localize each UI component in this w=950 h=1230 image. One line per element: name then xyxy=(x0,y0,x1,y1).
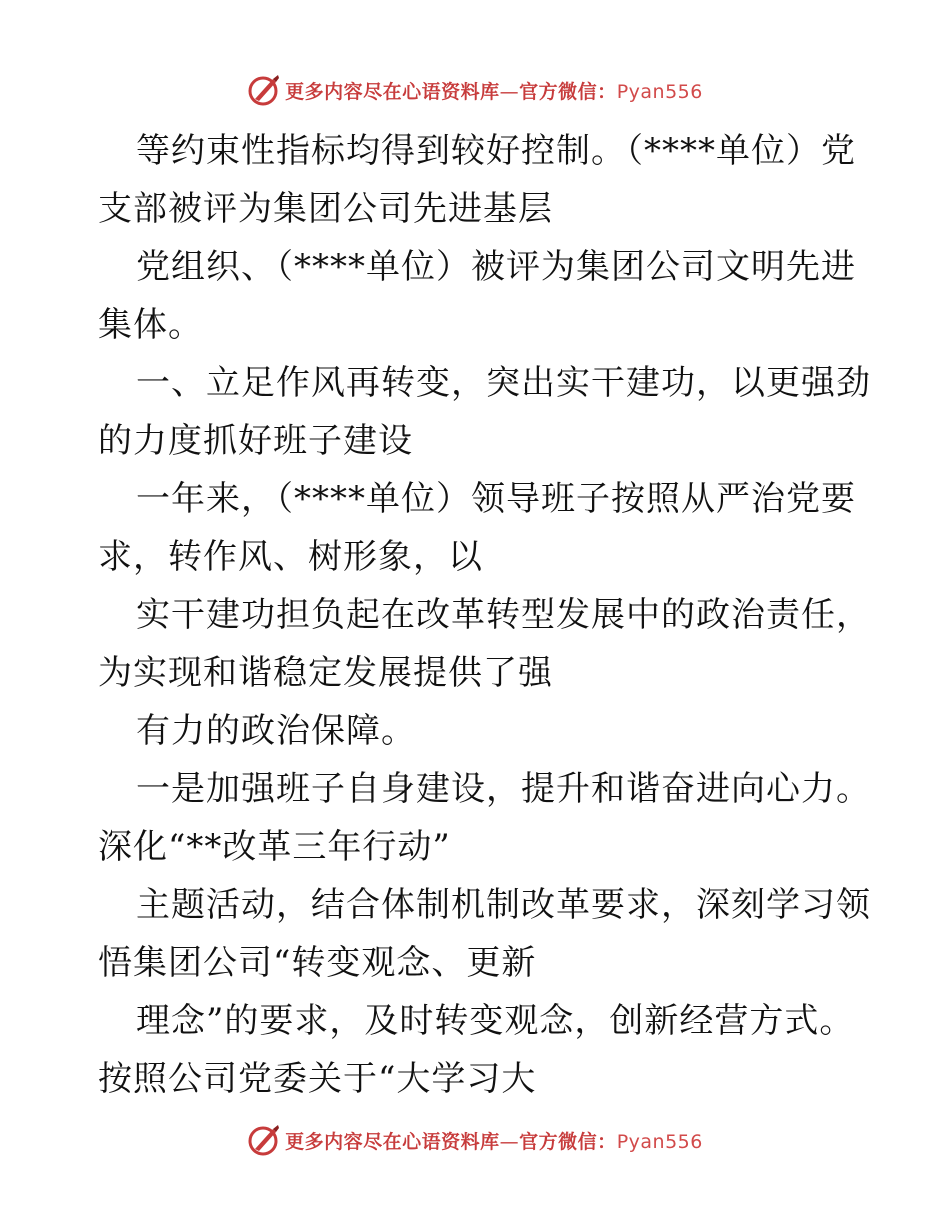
text-line: 支部被评为集团公司先进基层 xyxy=(98,189,553,229)
quill-logo-icon xyxy=(247,1123,281,1157)
text-line: 等约束性指标均得到较好控制。（****单位）党 xyxy=(136,131,856,171)
text-line: 的力度抓好班子建设 xyxy=(98,421,413,461)
document-body xyxy=(98,122,871,1108)
banner-handle: Pyan556 xyxy=(616,1130,703,1153)
banner-text xyxy=(285,1127,703,1154)
text-line: 一年来，（****单位）领导班子按照从严治党要 xyxy=(136,479,856,519)
text-line: 主题活动，结合体制机制改革要求，深刻学习领 xyxy=(136,885,871,925)
header-banner xyxy=(0,70,950,110)
banner-separator: — xyxy=(499,80,520,103)
banner-handle: Pyan556 xyxy=(616,80,703,103)
text-line: 党组织、（****单位）被评为集团公司文明先进 xyxy=(136,247,856,287)
text-line: 集体。 xyxy=(98,305,203,345)
text-line: 一、立足作风再转变，突出实干建功，以更强劲 xyxy=(136,363,871,403)
text-line: 为实现和谐稳定发展提供了强 xyxy=(98,653,553,693)
text-line: 有力的政治保障。 xyxy=(136,711,416,751)
banner-suffix: 官方微信： xyxy=(519,80,617,103)
banner-suffix: 官方微信： xyxy=(519,1130,617,1153)
banner-text xyxy=(285,77,703,104)
text-line: 求，转作风、树形象，以 xyxy=(98,537,483,577)
banner-separator: — xyxy=(499,1130,520,1153)
text-line: 理念”的要求，及时转变观念，创新经营方式。 xyxy=(136,1001,855,1041)
text-line: 实干建功担负起在改革转型发展中的政治责任， xyxy=(136,595,871,635)
text-line: 悟集团公司“转变观念、更新 xyxy=(98,943,537,983)
banner-main: 更多内容尽在心语资料库 xyxy=(285,1130,500,1153)
banner-main: 更多内容尽在心语资料库 xyxy=(285,80,500,103)
text-line: 一是加强班子自身建设，提升和谐奋进向心力。 xyxy=(136,769,871,809)
text-line: 深化“**改革三年行动” xyxy=(98,827,451,867)
footer-banner xyxy=(0,1120,950,1160)
quill-logo-icon xyxy=(247,73,281,107)
text-line: 按照公司党委关于“大学习大 xyxy=(98,1059,537,1099)
